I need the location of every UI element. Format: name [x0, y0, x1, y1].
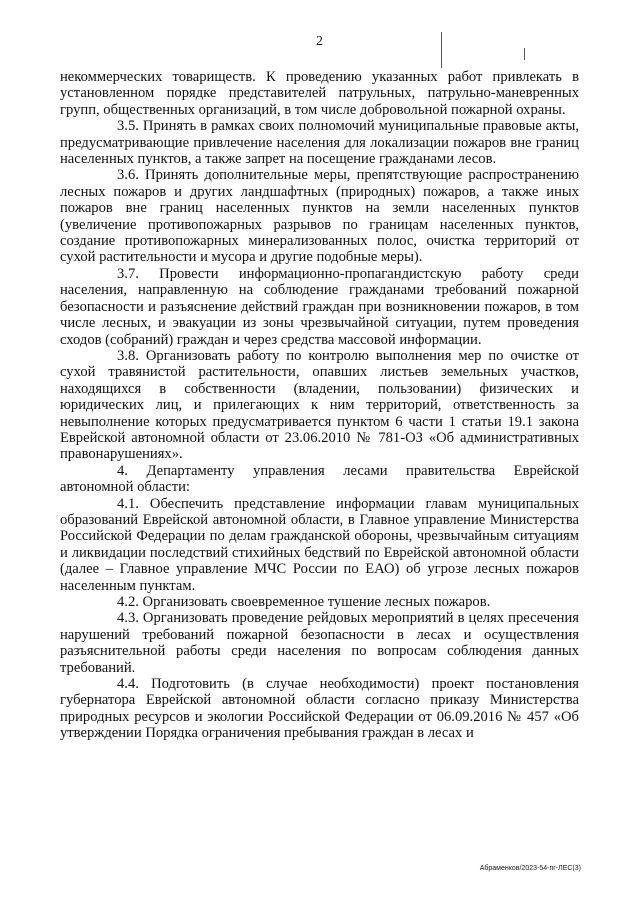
scan-artifact-mark [441, 32, 442, 68]
footer-document-code: Абраменков/2023-54-пг-ЛЕС(3) [479, 865, 581, 872]
paragraph: 3.5. Принять в рамках своих полномочий муниципальные правовые акты, предусматривающие привлечение населения для локализации пожаров вне границ населенных пунктов, а также запрет на посещение гражданами лесов. [60, 118, 579, 168]
page-number: 2 [316, 34, 323, 49]
paragraph: 4.3. Организовать проведение рейдовых мероприятий в целях пресечения нарушений требований пожарной безопасности в лесах и осуществления разъяснительной работы среди населения по вопросам соблюдения данных требований. [60, 610, 579, 676]
paragraph: 4. Департаменту управления лесами правительства Еврейской автономной области: [60, 462, 579, 496]
document-body [60, 69, 579, 742]
paragraph: 4.4. Подготовить (в случае необходимости) проект постановления губернатора Еврейской автономной области согласно приказу Министерства природных ресурсов и экологии Российской Федерации от 06.09.2016 № 457 «Об утверждении Порядка ограничения пребывания граждан в лесах и [60, 676, 579, 742]
scan-artifact-mark [524, 48, 525, 60]
paragraph: 4.1. Обеспечить представление информации главам муниципальных образований Еврейской автономной области, в Главное управление Министерства Российской Федерации по делам гражданской обороны, чрезвычайным ситуациям и ликвидации последствий стихийных бедствий по Еврейской автономной области (далее – Главное управление МЧС России по ЕАО) об угрозе лесных пожаров населенным пунктам. [60, 495, 579, 594]
paragraph: 3.7. Провести информационно-пропагандистскую работу среди населения, направленную на соблюдение гражданами требований пожарной безопасности и разъяснение действий граждан при возникновении пожаров, в том числе лесных, и эвакуации из зоны чрезвычайной ситуации, путем проведения сходов (собраний) граждан и через средства массовой информации. [60, 265, 579, 348]
paragraph: 3.6. Принять дополнительные меры, препятствующие распространению лесных пожаров и других ландшафтных (природных) пожаров, а также иных пожаров вне границ населенных пунктов на земли населенных пунктов (увеличение противопожарных разрывов по границам населенных пунктов, создание противопожарных минерализованных полос, очистка территорий от сухой растительности и мусора и другие подобные меры). [60, 167, 579, 266]
paragraph: 3.8. Организовать работу по контролю выполнения мер по очистке от сухой травянистой растительности, опавших листьев земельных участков, находящихся в собственности (владении, пользовании) физических и юридических лиц, и прилегающих к ним территорий, ответственность за невыполнение которых предусматривается пунктом 6 части 1 статьи 19.1 закона Еврейской автономной области от 23.06.2010 № 781-ОЗ «Об административных правонарушениях». [60, 347, 579, 463]
paragraph: 4.2. Организовать своевременное тушение лесных пожаров. [117, 594, 491, 610]
paragraph: некоммерческих товариществ. К проведению указанных работ привлекать в установленном порядке представителей патрульных, патрульно-маневренных групп, общественных организаций, в том числе добровольной пожарной охраны. [60, 69, 579, 118]
